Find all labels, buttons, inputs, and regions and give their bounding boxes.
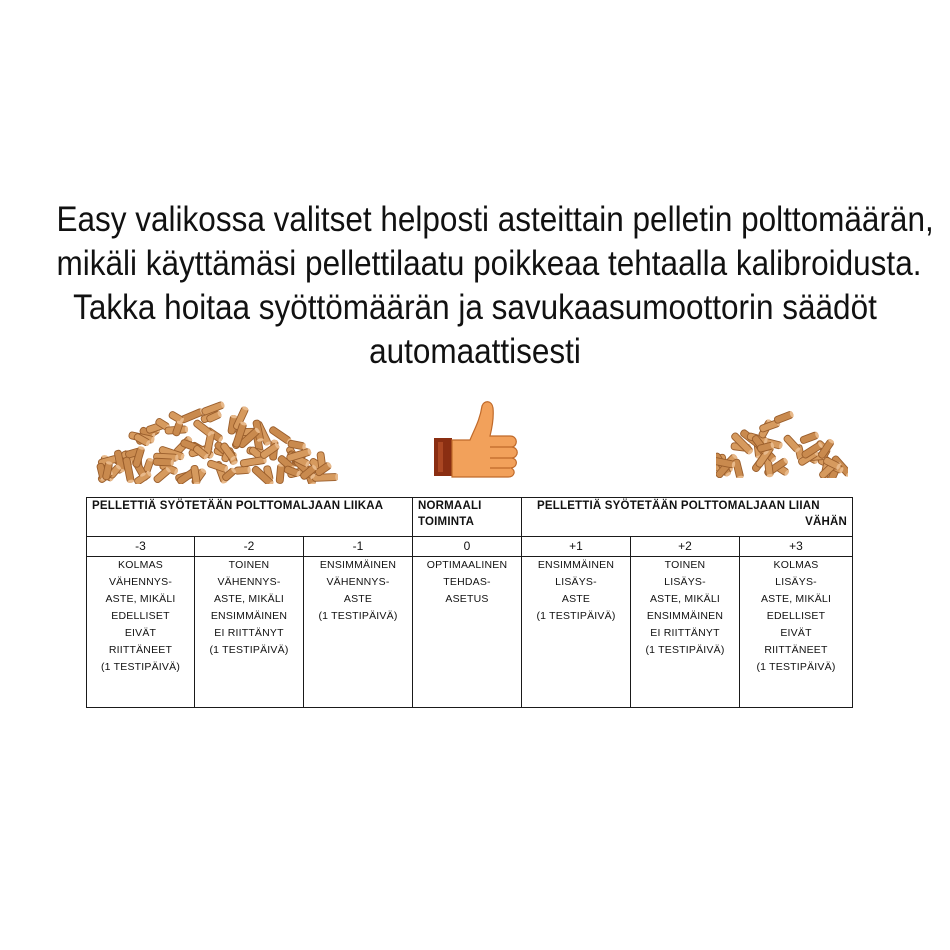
description-row: [87, 557, 853, 708]
desc-cell-plus-2: [631, 557, 740, 708]
level-row: [87, 537, 853, 557]
desc-zero: OPTIMAALINEN TEHDAS- ASETUS: [426, 559, 508, 605]
hand-shape: [452, 402, 517, 477]
desc-cell-minus-3: [87, 557, 195, 708]
header-normal-line2: TOIMINTA: [418, 516, 475, 528]
level-zero: 0: [413, 537, 522, 557]
pellet-piece: [773, 410, 794, 424]
pellet-piece: [179, 408, 204, 424]
header-too-much-label: PELLETTIÄ SYÖTETÄÄN POLTTOMALJAAN LIIKAA: [92, 500, 384, 512]
level-plus-3: +3: [740, 537, 853, 557]
desc-minus-3: KOLMAS VÄHENNYS- ASTE, MIKÄLI EDELLISET EIVÄT RIITTÄNEET (1 TESTIPÄIVÄ): [100, 559, 181, 673]
desc-cell-plus-3: [740, 557, 853, 708]
header-too-much: [87, 498, 413, 537]
pellets-small-image: [716, 408, 848, 478]
desc-plus-3: KOLMAS LISÄYS- ASTE, MIKÄLI EDELLISET EIVÄT RIITTÄNEET (1 TESTIPÄIVÄ): [756, 559, 836, 673]
pellet-piece: [312, 473, 338, 481]
headline-line-4: automaattisesti: [369, 332, 581, 371]
desc-plus-1: ENSIMMÄINEN LISÄYS- ASTE (1 TESTIPÄIVÄ): [536, 559, 616, 622]
pellet-piece: [276, 463, 285, 484]
desc-cell-minus-2: [195, 557, 304, 708]
desc-minus-2: TOINEN VÄHENNYS- ASTE, MIKÄLI ENSIMMÄINEN EI RIITTÄNYT (1 TESTIPÄIVÄ): [209, 559, 289, 656]
header-normal: [413, 498, 522, 537]
header-row: [87, 498, 853, 537]
header-too-little: [522, 498, 853, 537]
pellet-piece: [153, 458, 174, 466]
pellet-piece: [234, 466, 251, 474]
header-too-little-line1: PELLETTIÄ SYÖTETÄÄN POLTTOMALJAAN LIIAN: [537, 500, 820, 512]
level-minus-1: -1: [304, 537, 413, 557]
level-minus-3: -3: [87, 537, 195, 557]
cuff-highlight: [438, 442, 443, 472]
headline-line-2: mikäli käyttämäsi pellettilaatu poikkeaa tehtaalla kalibroidusta.: [56, 244, 922, 283]
level-plus-2: +2: [631, 537, 740, 557]
level-minus-2: -2: [195, 537, 304, 557]
headline: [56, 198, 934, 374]
desc-cell-minus-1: [304, 557, 413, 708]
pellets-large-image: [88, 398, 338, 484]
pellet-levels-table: [86, 497, 853, 708]
headline-line-3: Takka hoitaa syöttömäärän ja savukaasumoottorin säädöt: [73, 288, 877, 327]
pellet-piece: [172, 420, 184, 437]
headline-line-1: Easy valikossa valitset helposti asteittain pelletin polttomäärän,: [56, 200, 934, 239]
header-too-little-line2: VÄHÄN: [805, 516, 848, 528]
level-plus-1: +1: [522, 537, 631, 557]
header-normal-line1: NORMAALI: [418, 500, 482, 512]
desc-minus-1: ENSIMMÄINEN VÄHENNYS- ASTE (1 TESTIPÄIVÄ): [318, 559, 398, 622]
thumbs-up-icon: [430, 400, 520, 480]
desc-cell-zero: [413, 557, 522, 708]
pellet-piece: [783, 434, 802, 453]
desc-cell-plus-1: [522, 557, 631, 708]
desc-plus-2: TOINEN LISÄYS- ASTE, MIKÄLI ENSIMMÄINEN EI RIITTÄNYT (1 TESTIPÄIVÄ): [645, 559, 725, 656]
